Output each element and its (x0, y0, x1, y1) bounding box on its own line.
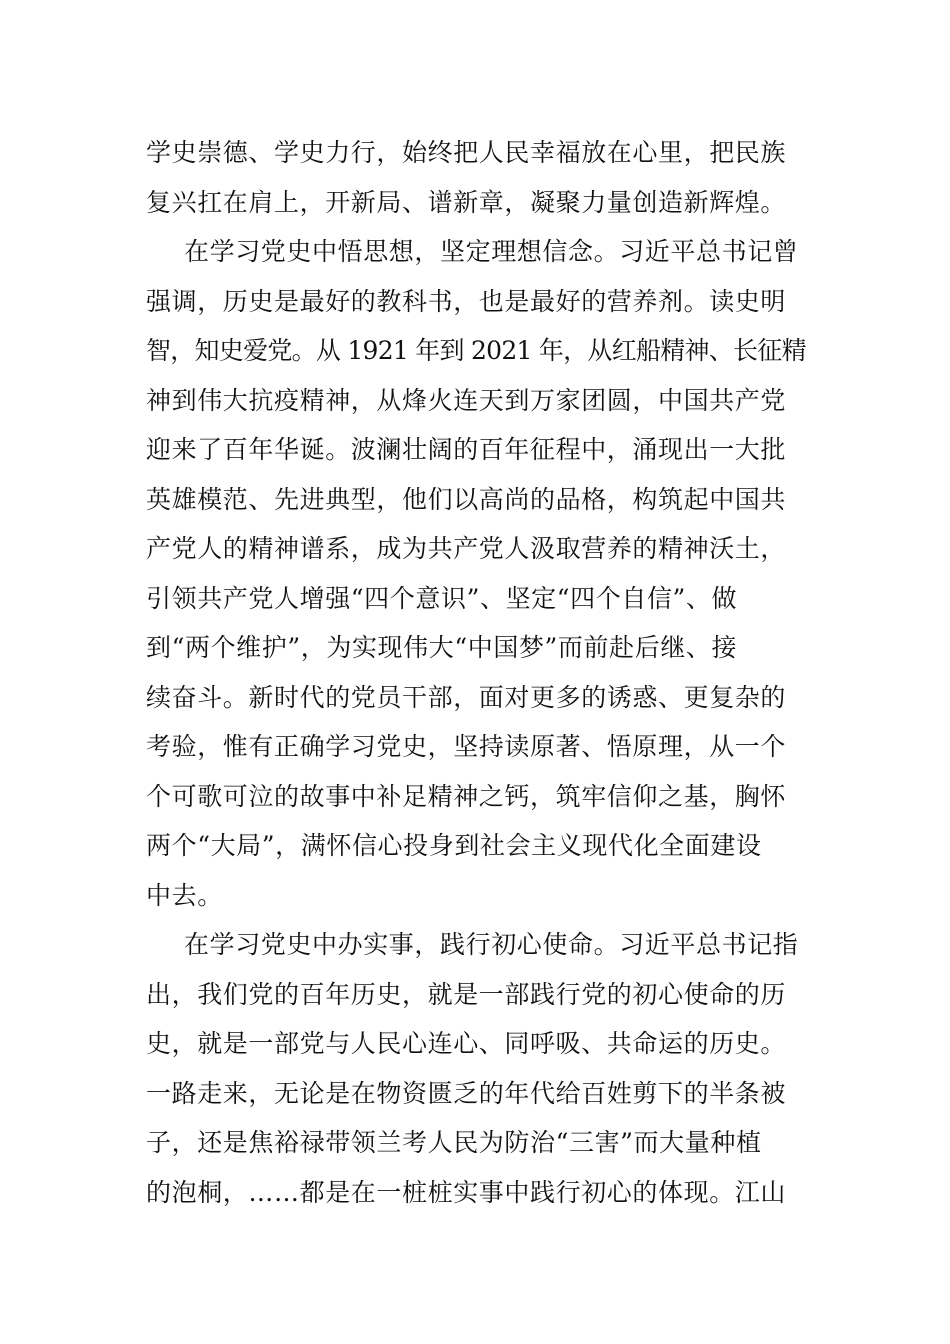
text-line: 子，还是焦裕禄带领兰考人民为防治“三害”而大量种植 (146, 1128, 762, 1157)
text-line: 迎来了百年华诞。波澜壮阔的百年征程中，涌现出一大批 (146, 435, 787, 464)
text-line: 神到伟大抗疫精神，从烽火连天到万家团圆，中国共产党 (146, 385, 787, 415)
text-line: 中去。 (146, 880, 223, 910)
text-line: 出，我们党的百年历史，就是一部践行党的初心使命的历 (146, 979, 787, 1009)
text-line: 产党人的精神谱系，成为共产党人汲取营养的精神沃土， (146, 534, 787, 563)
text-line: 续奋斗。新时代的党员干部，面对更多的诱惑、更复杂的 (146, 682, 787, 712)
text-line: 引领共产党人增强“四个意识”、坚定“四个自信”、做 (146, 583, 738, 613)
body-text (146, 128, 806, 1217)
text-line: 智，知史爱党。从 1921 年到 2021 年，从红船精神、长征精 (146, 336, 806, 365)
text-line: 两个“大局”，满怀信心投身到社会主义现代化全面建设 (146, 831, 762, 860)
text-line: 考验，惟有正确学习党史，坚持读原著、悟原理，从一个 (146, 732, 787, 761)
text-line: 英雄模范、先进典型，他们以高尚的品格，构筑起中国共 (146, 484, 787, 514)
text-line: 一路走来，无论是在物资匮乏的年代给百姓剪下的半条被 (146, 1078, 787, 1108)
text-line: 在学习党史中悟思想，坚定理想信念。习近平总书记曾 (184, 237, 799, 266)
text-line: 复兴扛在肩上，开新局、谱新章，凝聚力量创造新辉煌。 (146, 187, 787, 217)
text-line: 个可歌可泣的故事中补足精神之钙，筑牢信仰之基，胸怀 (146, 781, 787, 811)
text-line: 到“两个维护”，为实现伟大“中国梦”而前赴后继、接 (146, 633, 738, 662)
text-line: 学史崇德、学史力行，始终把人民幸福放在心里，把民族 (146, 138, 787, 167)
text-line: 的泡桐，……都是在一桩桩实事中践行初心的体现。江山 (146, 1177, 787, 1207)
text-line: 在学习党史中办实事，践行初心使命。习近平总书记指 (184, 930, 799, 959)
text-line: 强调，历史是最好的教科书，也是最好的营养剂。读史明 (146, 286, 787, 316)
text-line: 史，就是一部党与人民心连心、同呼吸、共命运的历史。 (146, 1029, 787, 1058)
